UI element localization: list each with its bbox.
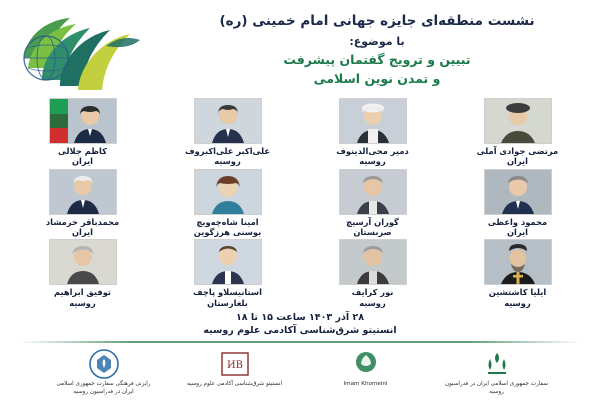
participant-card (458, 239, 578, 308)
participant-country: روسیه (359, 156, 386, 167)
iran-embassy-emblem (444, 349, 549, 379)
portrait-photo (339, 98, 407, 144)
portrait-photo (49, 98, 117, 144)
participants-grid (0, 96, 600, 308)
participant-country: صربستان (353, 227, 392, 238)
page-title: نشست منطقه‌ای جایزه جهانی امام خمینی (ره) (219, 13, 535, 29)
institute-emblem (182, 349, 287, 379)
participant-name: توفیق ابراهیم (53, 287, 112, 298)
logo-caption: سفارت جمهوری اسلامی ایران در فدراسیون روسیه (445, 381, 548, 395)
participant-name: محمود واعظی (487, 216, 548, 227)
participant-country: روسیه (214, 156, 241, 167)
participant-country: روسیه (504, 297, 531, 308)
logo-block (313, 349, 418, 389)
participants-row-2 (10, 169, 590, 238)
participant-name: محمدباقر خرمشاد (45, 216, 120, 227)
participant-card (168, 239, 288, 308)
logo-block (182, 349, 287, 389)
participant-card (458, 169, 578, 238)
participant-country: روسیه (359, 297, 386, 308)
participant-card (23, 169, 143, 238)
subtitle-line-2: و تمدن نوین اسلامی (313, 70, 441, 86)
participant-country: بوسنی هرزگوین (193, 227, 262, 238)
logo-caption: رایزنی فرهنگی سفارت جمهوری اسلامی ایران در فدراسیون روسیه (56, 381, 151, 395)
participant-country: ایران (71, 227, 94, 238)
logo-block (444, 349, 549, 397)
imam-khomeini-award-emblem (313, 349, 418, 379)
participant-country: ایران (71, 156, 94, 167)
portrait-photo (339, 239, 407, 285)
participant-name: علی‌اکبر علی‌اکبروف (184, 146, 270, 156)
portrait-photo (484, 98, 552, 144)
portrait-photo (484, 169, 552, 215)
portrait-photo (49, 239, 117, 285)
footer-logos (0, 343, 600, 397)
event-datetime: ۲۸ آذر ۱۴۰۳ ساعت ۱۵ تا ۱۸ (235, 312, 365, 324)
participant-name: دمیر محی‌الدینوف (336, 146, 409, 156)
divider (18, 341, 582, 343)
participant-card (168, 169, 288, 238)
portrait-photo (484, 239, 552, 285)
participant-name: کاظم جلالی (58, 146, 107, 156)
portrait-photo (194, 98, 262, 144)
portrait-photo (339, 169, 407, 215)
participant-card (23, 98, 143, 167)
participant-card (23, 239, 143, 308)
logo-caption: Imam Khomeini (343, 381, 388, 388)
participants-row-1 (10, 98, 590, 167)
participant-card (168, 98, 288, 167)
subtitle-line-1: تبیین و ترویج گفتمان پیشرفت (283, 52, 471, 68)
header-text-block (156, 6, 588, 89)
participant-name: مرتضی جوادی آملی (476, 146, 559, 156)
subtitle-topic-label: با موضوع: (349, 34, 405, 48)
portrait-photo (49, 169, 117, 215)
participant-country: ایران (506, 156, 529, 167)
participant-card (313, 239, 433, 308)
portrait-photo (194, 239, 262, 285)
participant-card (458, 98, 578, 167)
participant-card (313, 169, 433, 238)
participant-name: گوران آرسیچ (346, 216, 399, 227)
participant-name: امینا شاه‌چه‌ویچ (196, 216, 259, 227)
participant-name: نور کرایف (351, 287, 394, 298)
logo-block (51, 349, 156, 397)
poster-header (0, 0, 600, 96)
logo-caption: انستیتو شرق‌شناسی آکادمی علوم روسیه (186, 381, 283, 388)
portrait-photo (194, 169, 262, 215)
participant-country: بلغارستان (207, 297, 248, 308)
participant-country: روسیه (69, 297, 96, 308)
participant-name: ایلیا کاشتشین (488, 287, 547, 298)
iran-cultural-center-emblem (51, 349, 156, 379)
participant-name: استانیسلاو پاچف (193, 287, 262, 298)
globe-leaf-emblem (6, 6, 156, 98)
participants-row-3 (10, 239, 590, 308)
participant-card (313, 98, 433, 167)
participant-country: ایران (506, 227, 529, 238)
svg-text:ИВ: ИВ (226, 360, 243, 372)
event-venue: انستیتو شرق‌شناسی آکادمی علوم روسیه (203, 325, 397, 337)
